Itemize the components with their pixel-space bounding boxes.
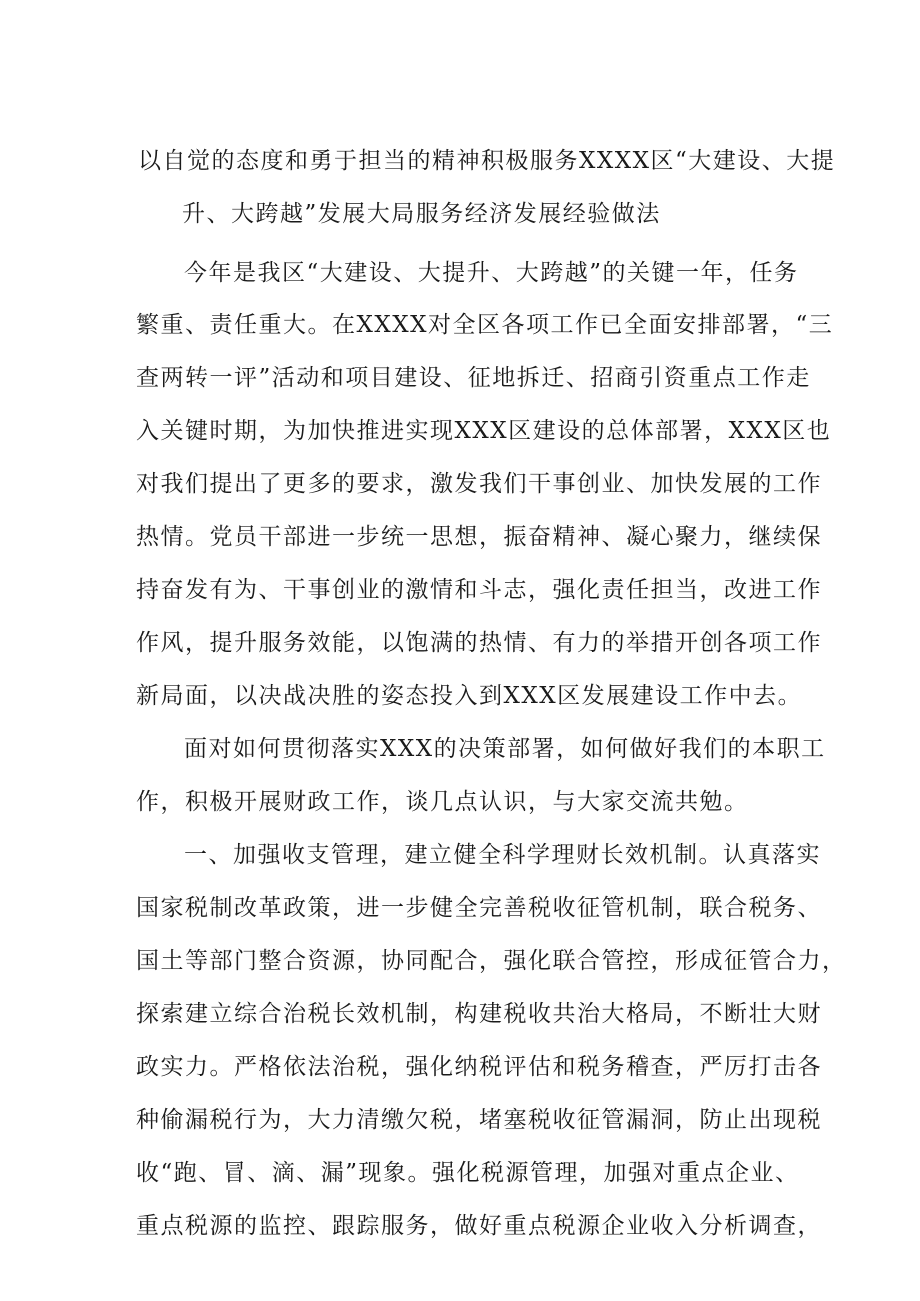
paragraph-1-line-8: 作风，提升服务效能，以饱满的热情、有力的举措开创各项工作 (136, 630, 822, 656)
paragraph-3-line-4: 探索建立综合治税长效机制，构建税收共治大格局，不断壮大财 (136, 1001, 822, 1027)
document-title-line-1: 以自觉的态度和勇于担当的精神积极服务XXXX区“大建设、大提 (138, 148, 836, 174)
paragraph-1-line-6: 热情。党员干部进一步统一思想，振奋精神、凝心聚力，继续保 (136, 524, 822, 550)
paragraph-3-line-2: 国家税制改革政策，进一步健全完善税收征管机制，联合税务、 (136, 895, 822, 921)
paragraph-1-line-2: 繁重、责任重大。在XXXX对全区各项工作已全面安排部署，“三 (136, 312, 834, 338)
paragraph-1-line-1: 今年是我区“大建设、大提升、大跨越”的关键一年，任务 (184, 260, 799, 286)
paragraph-3-line-8: 重点税源的监控、跟踪服务，做好重点税源企业收入分析调查， (136, 1213, 822, 1239)
paragraph-3-line-5: 政实力。严格依法治税，强化纳税评估和税务稽查，严厉打击各 (136, 1054, 822, 1080)
paragraph-3-line-7: 收“跑、冒、滴、漏”现象。强化税源管理，加强对重点企业、 (136, 1160, 800, 1186)
paragraph-3-line-6: 种偷漏税行为，大力清缴欠税，堵塞税收征管漏洞，防止出现税 (136, 1107, 822, 1133)
paragraph-1-line-3: 查两转一评”活动和项目建设、征地拆迁、招商引资重点工作走 (136, 365, 811, 391)
paragraph-1-line-5: 对我们提出了更多的要求，激发我们干事创业、加快发展的工作 (136, 471, 822, 497)
paragraph-1-line-7: 持奋发有为、干事创业的激情和斗志，强化责任担当，改进工作 (136, 577, 822, 603)
paragraph-1-line-9: 新局面，以决战决胜的姿态投入到XXX区发展建设工作中去。 (136, 683, 803, 709)
paragraph-2-line-2: 作，积极开展财政工作，谈几点认识，与大家交流共勉。 (136, 789, 749, 815)
paragraph-3-line-1: 一、加强收支管理，建立健全科学理财长效机制。认真落实 (184, 842, 821, 868)
paragraph-3-line-3: 国土等部门整合资源，协同配合，强化联合管控，形成征管合力， (136, 948, 847, 974)
paragraph-1-line-4: 入关键时期，为加快推进实现XXX区建设的总体部署，XXX区也 (136, 418, 832, 444)
paragraph-2-line-1: 面对如何贯彻落实XXX的决策部署，如何做好我们的本职工 (184, 736, 826, 762)
document-title-line-2: 升、大跨越”发展大局服务经济发展经验做法 (182, 201, 661, 227)
